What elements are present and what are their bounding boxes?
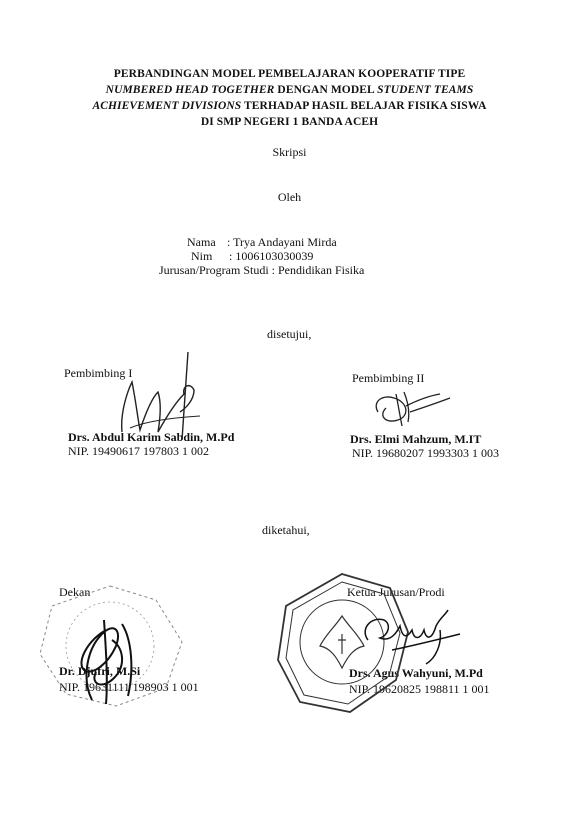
dean-name: Dr. Djufri, M.Si <box>59 664 141 678</box>
supervisor1-signature <box>110 342 210 442</box>
document-title <box>0 66 579 130</box>
title-line-2-italic: NUMBERED HEAD TOGETHER <box>105 84 275 96</box>
head-dept-name: Drs. Agus Wahyuni, M.Pd <box>349 666 483 680</box>
program-line: Jurusan/Program Studi : Pendidikan Fisika <box>159 263 365 277</box>
supervisor1-nip: NIP. 19490617 197803 1 002 <box>68 444 210 458</box>
nim-label: Nim <box>191 249 213 263</box>
supervisor2-nip: NIP. 19680207 1993303 1 003 <box>352 446 500 460</box>
title-line-4: DI SMP NEGERI 1 BANDA ACEH <box>200 116 379 128</box>
supervisor1-role: Pembimbing I <box>64 366 133 380</box>
name-value: : Trya Andayani Mirda <box>227 235 337 249</box>
title-line-3 <box>0 98 579 114</box>
supervisor2-name: Drs. Elmi Mahzum, M.IT <box>350 432 482 446</box>
head-dept-signature <box>356 606 466 666</box>
supervisor2-signature <box>368 382 458 432</box>
title-line-3-italic: ACHIEVEMENT DIVISIONS <box>92 100 242 112</box>
title-line-2 <box>0 82 579 98</box>
head-dept-nip: NIP. 19620825 198811 1 001 <box>349 682 490 696</box>
head-dept-role: Ketua Jurusan/Prodi <box>347 585 445 599</box>
supervisor2-role: Pembimbing II <box>352 371 425 385</box>
by-label: Oleh <box>277 190 302 204</box>
approved-label: disetujui, <box>267 327 312 341</box>
title-line-2-italic-2: STUDENT TEAMS <box>377 84 474 96</box>
supervisor1-name: Drs. Abdul Karim Sabdin, M.Pd <box>68 430 235 444</box>
dean-role: Dekan <box>59 585 91 599</box>
title-line-2-rest: DENGAN MODEL <box>274 84 378 96</box>
title-line-1: PERBANDINGAN MODEL PEMBELAJARAN KOOPERATIF TIPE <box>113 68 466 80</box>
nim-value: : 1006103030039 <box>229 249 314 263</box>
acknowledged-label: diketahui, <box>262 523 310 537</box>
dean-nip: NIP. 19631111 198903 1 001 <box>59 680 199 694</box>
title-line-3-rest: TERHADAP HASIL BELAJAR FISIKA SISWA <box>241 100 487 112</box>
document-type: Skripsi <box>272 145 307 159</box>
dean-signature <box>62 600 152 710</box>
name-label: Nama <box>187 235 216 249</box>
